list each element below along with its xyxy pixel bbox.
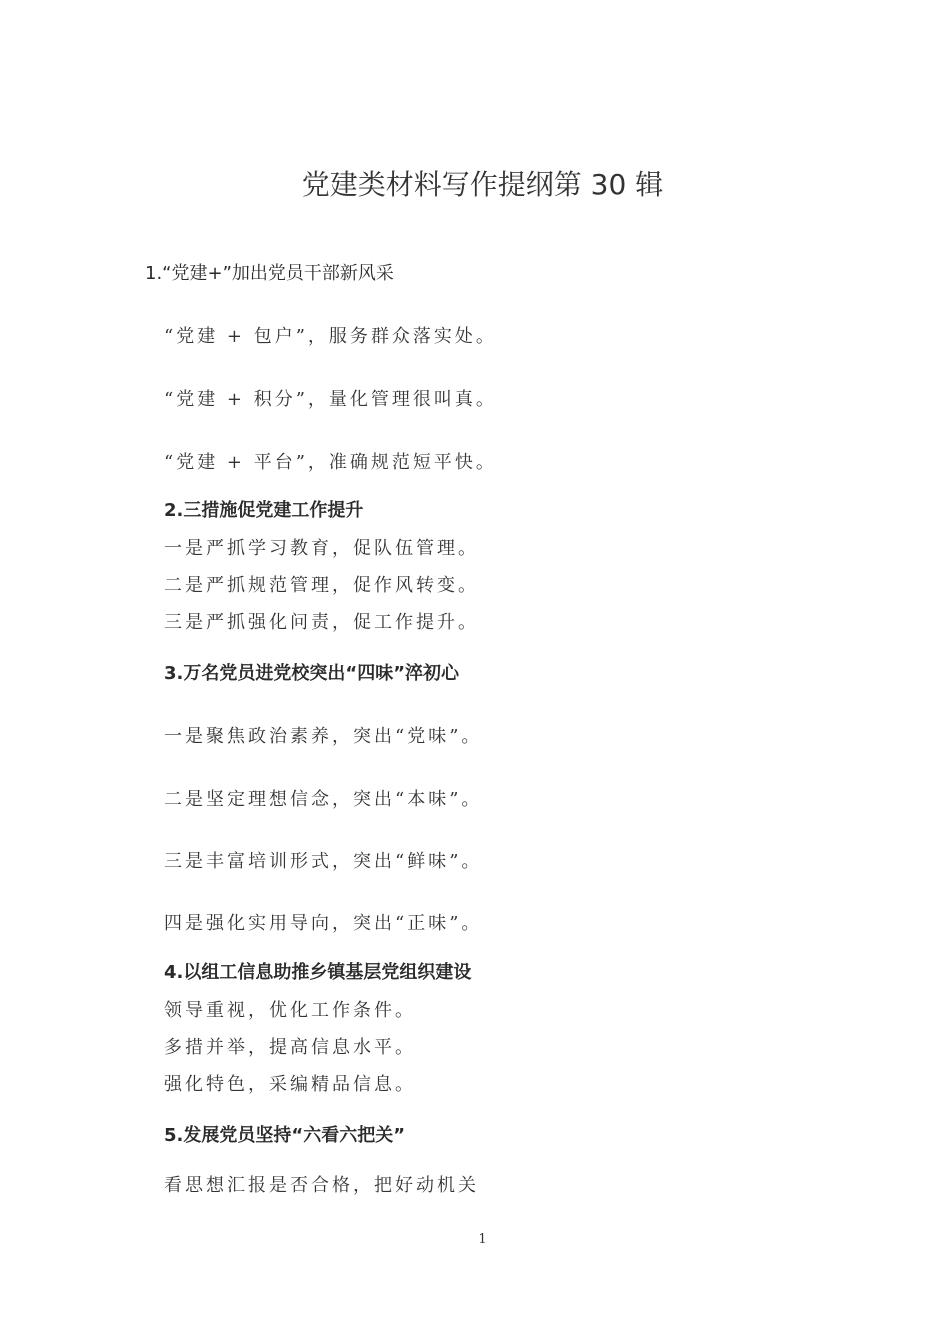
document-title: 党建类材料写作提纲第 30 辑 [301, 168, 664, 201]
section-heading-3: 3.万名党员进党校突出“四味”淬初心 [164, 663, 460, 684]
section-4-item-1: 领导重视，优化工作条件。 [164, 1000, 416, 1021]
section-2-item-2: 二是严抓规范管理，促作风转变。 [164, 575, 479, 596]
section-1-item-3: “党建 + 平台”，准确规范短平快。 [164, 452, 497, 473]
page-number: 1 [478, 1232, 487, 1247]
section-1-item-1: “党建 + 包户”，服务群众落实处。 [164, 326, 497, 347]
section-4-item-3: 强化特色，采编精品信息。 [164, 1074, 416, 1095]
section-2-item-3: 三是严抓强化问责，促工作提升。 [164, 612, 479, 633]
section-5-item-1: 看思想汇报是否合格，把好动机关 [164, 1175, 479, 1196]
section-heading-1: 1.“党建+”加出党员干部新风采 [145, 263, 394, 284]
section-heading-5: 5.发展党员坚持“六看六把关” [164, 1125, 406, 1146]
section-1-item-2: “党建 + 积分”，量化管理很叫真。 [164, 389, 497, 410]
section-heading-2: 2.三措施促党建工作提升 [164, 500, 364, 521]
section-3-item-2: 二是坚定理想信念，突出“本味”。 [164, 789, 483, 810]
section-heading-4: 4.以组工信息助推乡镇基层党组织建设 [164, 962, 472, 983]
section-3-item-4: 四是强化实用导向，突出“正味”。 [164, 913, 483, 934]
section-3-item-3: 三是丰富培训形式，突出“鲜味”。 [164, 851, 483, 872]
section-4-item-2: 多措并举，提高信息水平。 [164, 1037, 416, 1058]
section-3-item-1: 一是聚焦政治素养，突出“党味”。 [164, 726, 483, 747]
section-2-item-1: 一是严抓学习教育，促队伍管理。 [164, 538, 479, 559]
